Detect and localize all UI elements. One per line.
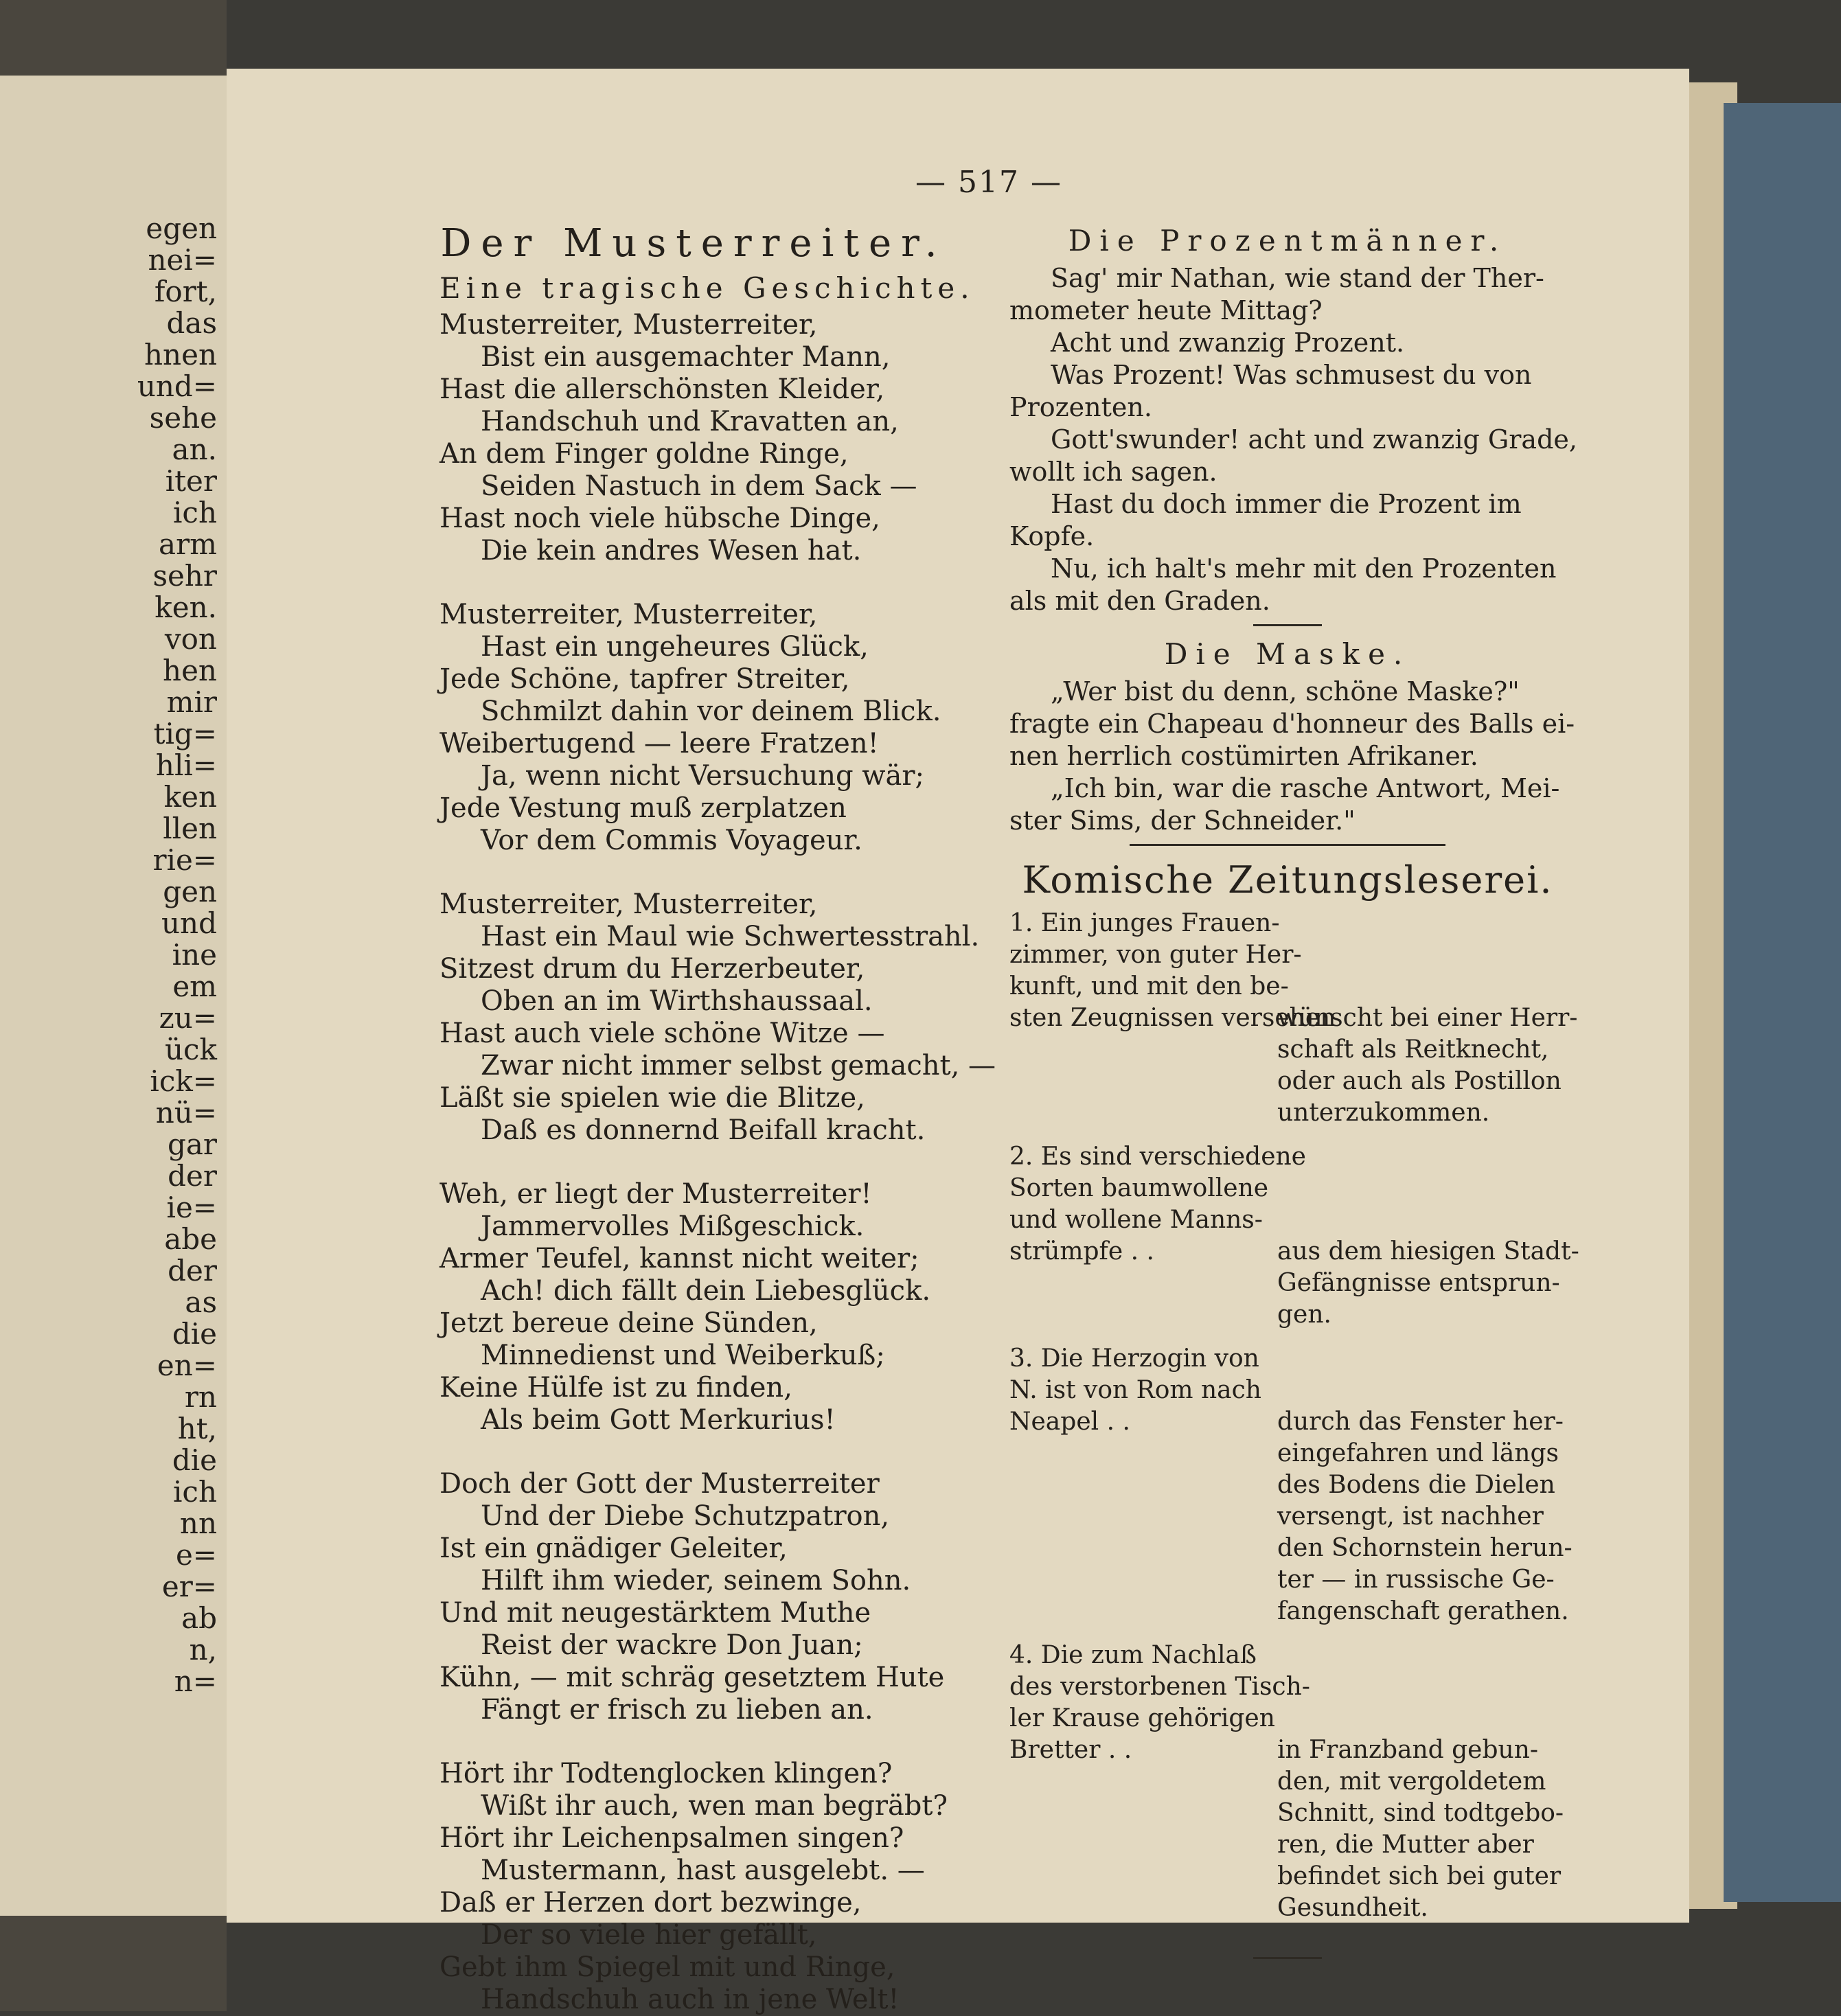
poem-line: Musterreiter, Musterreiter, bbox=[439, 889, 818, 920]
prozent-title: Die Prozentmänner. bbox=[1068, 224, 1507, 257]
zeitung-item-left bbox=[1009, 1640, 1310, 1766]
zeitung-right-line: Gefängnisse entsprun- bbox=[1277, 1269, 1560, 1297]
zeitung-left-line: 3. Die Herzogin von bbox=[1009, 1344, 1259, 1373]
poem-line: Mustermann, hast ausgelebt. — bbox=[481, 1855, 925, 1886]
poem-line: Zwar nicht immer selbst gemacht, — bbox=[481, 1050, 996, 1081]
stanza-gap bbox=[439, 567, 948, 599]
zeitung-item bbox=[1009, 1640, 1566, 1936]
left-page-fragment: die bbox=[172, 1443, 217, 1477]
zeitung-right-line: gen. bbox=[1277, 1301, 1331, 1329]
poem-line: Keine Hülfe ist zu finden, bbox=[439, 1372, 792, 1404]
zeitung-left-line: Neapel . . bbox=[1009, 1408, 1130, 1436]
left-page-fragment: ine bbox=[172, 938, 217, 972]
left-page-fragment: und= bbox=[137, 369, 217, 403]
zeitung-item-left bbox=[1009, 1141, 1306, 1268]
left-page-fragment: ken. bbox=[155, 591, 217, 624]
left-page-fragment: mir bbox=[166, 685, 217, 719]
poem-line: Wißt ihr auch, wen man begräbt? bbox=[481, 1790, 948, 1822]
poem-line: Hilft ihm wieder, seinem Sohn. bbox=[481, 1565, 911, 1596]
left-page-fragment: zu= bbox=[159, 1001, 217, 1035]
stanza-gap bbox=[439, 857, 948, 889]
zeitung-item-right bbox=[1277, 1640, 1573, 1924]
poem-line: Hast ein Maul wie Schwertesstrahl. bbox=[481, 921, 980, 952]
prozent-line: Was Prozent! Was schmusest du von bbox=[1051, 360, 1532, 390]
zeitung-right-line bbox=[1277, 1343, 1573, 1375]
zeitung-left-line: 2. Es sind verschiedene bbox=[1009, 1143, 1306, 1171]
left-page-fragment: sehr bbox=[152, 559, 217, 593]
poem-line: Jede Vestung muß zerplatzen bbox=[439, 792, 847, 824]
zeitung-left-line: 4. Die zum Nachlaß bbox=[1009, 1641, 1257, 1669]
page-number: — 517 — bbox=[915, 165, 1062, 200]
poem-line: Weibertugend — leere Fratzen! bbox=[439, 728, 879, 759]
poem-line: Oben an im Wirthshaussaal. bbox=[481, 985, 873, 1017]
poem-subtitle: Eine tragische Geschichte. bbox=[439, 271, 975, 305]
poem-line: Schmilzt dahin vor deinem Blick. bbox=[481, 696, 941, 727]
poem-line: Kühn, — mit schräg gesetztem Hute bbox=[439, 1662, 945, 1693]
zeitung-item-right bbox=[1277, 1141, 1579, 1331]
left-page-fragment: e= bbox=[175, 1538, 217, 1572]
zeitung-left-line: des verstorbenen Tisch- bbox=[1009, 1673, 1310, 1701]
left-page-fragment: sehe bbox=[149, 401, 217, 435]
left-page-fragment: ht, bbox=[177, 1412, 217, 1445]
left-page-fragment: rn bbox=[184, 1380, 217, 1414]
left-page-fragment: ab bbox=[181, 1601, 217, 1635]
zeitung-item bbox=[1009, 1343, 1573, 1640]
prozent-line: Acht und zwanzig Prozent. bbox=[1051, 328, 1405, 358]
left-page-fragment: egen bbox=[146, 211, 217, 245]
left-page-fragment: und bbox=[161, 906, 217, 940]
prose-column bbox=[1009, 220, 1579, 1966]
left-page-fragment: gen bbox=[163, 875, 217, 908]
left-page-fragment: nn bbox=[179, 1507, 217, 1540]
poem-line: Musterreiter, Musterreiter, bbox=[439, 309, 818, 341]
zeitung-item-left bbox=[1009, 1343, 1298, 1438]
left-page-fragment: ich bbox=[172, 1475, 217, 1509]
poem-line: Und mit neugestärktem Muthe bbox=[439, 1597, 871, 1629]
zeitung-left-line: Bretter . . bbox=[1009, 1736, 1132, 1764]
prozent-line: Prozenten. bbox=[1009, 392, 1152, 422]
left-page-fragment: an. bbox=[172, 433, 217, 466]
left-page-fragment: gar bbox=[167, 1127, 217, 1161]
maske-line: „Wer bist du denn, schöne Maske?" bbox=[1051, 676, 1520, 707]
zeitung-left-line: kunft, und mit den be- bbox=[1009, 972, 1289, 1000]
left-page-fragment: ick= bbox=[150, 1064, 217, 1098]
poem-line: Jetzt bereue deine Sünden, bbox=[439, 1307, 818, 1339]
prozent-line: Gott'swunder! acht und zwanzig Grade, bbox=[1051, 424, 1577, 455]
prozent-line: Kopfe. bbox=[1009, 521, 1095, 551]
poem-line: Ist ein gnädiger Geleiter, bbox=[439, 1533, 788, 1564]
zeitung-right-line bbox=[1277, 939, 1573, 971]
poem-line: An dem Finger goldne Ringe, bbox=[439, 438, 849, 470]
poem-line: Hast noch viele hübsche Dinge, bbox=[439, 503, 880, 534]
zeitung-right-line: durch das Fenster her- bbox=[1277, 1408, 1564, 1436]
stanza-gap bbox=[439, 1436, 948, 1468]
maske-text bbox=[1009, 676, 1575, 837]
poem-line: Läßt sie spielen wie die Blitze, bbox=[439, 1082, 865, 1114]
zeitung-left-line: 1. Ein junges Frauen- bbox=[1009, 909, 1280, 937]
poem-line: Bist ein ausgemachter Mann, bbox=[481, 341, 891, 373]
poem-line: Gebt ihm Spiegel mit und Ringe, bbox=[439, 1951, 895, 1983]
zeitung-title: Komische Zeitungsleserei. bbox=[1022, 858, 1553, 902]
left-page-fragment: ich bbox=[172, 496, 217, 529]
prozent-line: als mit den Graden. bbox=[1009, 586, 1270, 616]
poem-line: Handschuh auch in jene Welt! bbox=[481, 1984, 900, 2015]
zeitung-right-line: fangenschaft gerathen. bbox=[1277, 1597, 1569, 1625]
left-page-fragment: das bbox=[166, 306, 217, 340]
poem-line: Handschuh und Kravatten an, bbox=[481, 406, 899, 437]
zeitung-right-line: oder auch als Postillon bbox=[1277, 1067, 1562, 1095]
poem-line: Reist der wackre Don Juan; bbox=[481, 1629, 863, 1661]
zeitung-right-line: wünscht bei einer Herr- bbox=[1277, 1004, 1578, 1032]
left-page-fragment: en= bbox=[157, 1349, 217, 1382]
zeitung-item bbox=[1009, 908, 1578, 1141]
poem-line: Und der Diebe Schutzpatron, bbox=[481, 1500, 890, 1532]
left-page-fragment: llen bbox=[163, 812, 217, 845]
maske-line: fragte ein Chapeau d'honneur des Balls ei- bbox=[1009, 709, 1575, 739]
left-page-fragment: em bbox=[172, 970, 217, 1003]
zeitung-left-line: zimmer, von guter Her- bbox=[1009, 941, 1302, 969]
poem-column bbox=[439, 220, 996, 2016]
zeitung-right-line bbox=[1277, 1640, 1573, 1671]
zeitung-left-line: N. ist von Rom nach bbox=[1009, 1376, 1261, 1404]
zeitung-right-line: Schnitt, sind todtgebo- bbox=[1277, 1799, 1564, 1827]
zeitung-left-line: ler Krause gehörigen bbox=[1009, 1704, 1275, 1732]
poem-line: Daß es donnernd Beifall kracht. bbox=[481, 1114, 926, 1146]
section-rule bbox=[1130, 844, 1445, 846]
prozent-line: Hast du doch immer die Prozent im bbox=[1051, 489, 1522, 519]
book-cover bbox=[1724, 103, 1841, 1902]
poem-line: Ach! dich fällt dein Liebesglück. bbox=[481, 1275, 931, 1307]
poem-line: Die kein andres Wesen hat. bbox=[481, 535, 862, 566]
poem-line: Fängt er frisch zu lieben an. bbox=[481, 1694, 873, 1726]
maske-line: nen herrlich costümirten Afrikaner. bbox=[1009, 741, 1478, 771]
left-page-fragment: er= bbox=[161, 1570, 217, 1603]
poem-line: Hast auch viele schöne Witze — bbox=[439, 1018, 885, 1049]
left-page-fragment: rie= bbox=[152, 843, 217, 877]
section-rule bbox=[1253, 624, 1322, 626]
left-page-fragment: ück bbox=[164, 1033, 217, 1066]
poem-line: Hast ein ungeheures Glück, bbox=[481, 631, 869, 663]
zeitung-right-line: unterzukommen. bbox=[1277, 1099, 1490, 1127]
poem-line: Hört ihr Leichenpsalmen singen? bbox=[439, 1822, 904, 1854]
left-page-fragment: iter bbox=[165, 464, 217, 498]
poem-line: Sitzest drum du Herzerbeuter, bbox=[439, 953, 865, 985]
zeitung-right-line: aus dem hiesigen Stadt- bbox=[1277, 1237, 1579, 1265]
left-page-fragment: nei= bbox=[148, 243, 217, 277]
poem-line: Armer Teufel, kannst nicht weiter; bbox=[439, 1243, 919, 1274]
poem-line: Jede Schöne, tapfrer Streiter, bbox=[439, 663, 850, 695]
zeitung-right-line: des Bodens die Dielen bbox=[1277, 1471, 1555, 1499]
maske-line: ster Sims, der Schneider." bbox=[1009, 805, 1356, 836]
zeitung-right-line bbox=[1277, 1703, 1573, 1734]
left-page-fragment: der bbox=[168, 1159, 217, 1193]
poem-title: Der Musterreiter. bbox=[440, 221, 947, 266]
zeitung-item-left bbox=[1009, 908, 1336, 1034]
poem-line: Als beim Gott Merkurius! bbox=[481, 1404, 836, 1436]
left-page-fragment: n= bbox=[174, 1664, 217, 1698]
stanza-gap bbox=[439, 1147, 948, 1178]
zeitung-right-line: eingefahren und längs bbox=[1277, 1439, 1559, 1467]
zeitung-right-line bbox=[1277, 971, 1573, 1003]
prozent-line: mometer heute Mittag? bbox=[1009, 295, 1323, 325]
maske-title: Die Maske. bbox=[1164, 637, 1411, 671]
zeitung-right-line: ter — in russische Ge- bbox=[1277, 1566, 1555, 1594]
left-page-fragment: abe bbox=[164, 1222, 217, 1256]
zeitung-left-line: Sorten baumwollene bbox=[1009, 1174, 1269, 1202]
left-page-fragment: arm bbox=[159, 527, 217, 561]
left-page-fragment: von bbox=[164, 622, 217, 656]
zeitung-items bbox=[1009, 908, 1579, 1936]
zeitung-left-line: strümpfe . . bbox=[1009, 1237, 1154, 1265]
zeitung-right-line: in Franzband gebun- bbox=[1277, 1736, 1539, 1764]
zeitung-right-line bbox=[1277, 1141, 1573, 1173]
poem-line: Der so viele hier gefällt, bbox=[481, 1919, 817, 1951]
left-page-fragment: as bbox=[185, 1285, 217, 1319]
left-page bbox=[0, 76, 227, 1916]
zeitung-item-right bbox=[1277, 908, 1578, 1129]
left-page-fragment: n, bbox=[189, 1633, 217, 1666]
left-page-fragment: ie= bbox=[166, 1191, 217, 1224]
poem-line: Jammervolles Mißgeschick. bbox=[481, 1211, 865, 1242]
poem-line: Ja, wenn nicht Versuchung wär; bbox=[481, 760, 924, 792]
left-page-fragment: der bbox=[168, 1254, 217, 1287]
poem-line: Weh, er liegt der Musterreiter! bbox=[439, 1178, 872, 1210]
prozent-line: Nu, ich halt's mehr mit den Prozenten bbox=[1051, 553, 1557, 584]
left-page-fragment: fort, bbox=[154, 275, 217, 308]
stanza-gap bbox=[439, 1726, 948, 1758]
zeitung-item-right bbox=[1277, 1343, 1573, 1627]
zeitung-right-line bbox=[1277, 1173, 1573, 1204]
zeitung-right-line: den Schornstein herun- bbox=[1277, 1534, 1573, 1562]
left-page-fragment: hen bbox=[163, 654, 217, 687]
zeitung-right-line: Gesundheit. bbox=[1277, 1894, 1428, 1922]
prozent-text bbox=[1009, 262, 1577, 617]
zeitung-right-line bbox=[1277, 908, 1573, 939]
zeitung-right-line: befindet sich bei guter bbox=[1277, 1862, 1562, 1890]
poem-line: Daß er Herzen dort bezwinge, bbox=[439, 1887, 862, 1918]
zeitung-left-line: und wollene Manns- bbox=[1009, 1206, 1263, 1234]
zeitung-right-line bbox=[1277, 1204, 1573, 1236]
left-page-fragment: tig= bbox=[153, 717, 217, 751]
left-page-fragment: nü= bbox=[155, 1096, 217, 1130]
left-page-fragment: ken bbox=[163, 780, 217, 814]
left-page-fragment: hli= bbox=[155, 748, 217, 782]
zeitung-item bbox=[1009, 1141, 1579, 1343]
poem-line: Vor dem Commis Voyageur. bbox=[481, 825, 862, 856]
end-rule bbox=[1253, 1957, 1322, 1959]
poem-line: Seiden Nastuch in dem Sack — bbox=[481, 470, 917, 502]
poem-line: Hast die allerschönsten Kleider, bbox=[439, 374, 885, 405]
poem-line: Doch der Gott der Musterreiter bbox=[439, 1468, 880, 1500]
zeitung-left-line: sten Zeugnissen versehen bbox=[1009, 1004, 1336, 1032]
left-page-fragment: die bbox=[172, 1317, 217, 1351]
zeitung-right-line: den, mit vergoldetem bbox=[1277, 1767, 1546, 1796]
left-page-fragment: hnen bbox=[144, 338, 217, 371]
prozent-line: Sag' mir Nathan, wie stand der Ther- bbox=[1051, 263, 1544, 293]
zeitung-right-line: ren, die Mutter aber bbox=[1277, 1831, 1534, 1859]
maske-line: „Ich bin, war die rasche Antwort, Mei- bbox=[1051, 773, 1560, 803]
prozent-line: wollt ich sagen. bbox=[1009, 457, 1217, 487]
zeitung-right-line bbox=[1277, 1375, 1573, 1406]
poem-line: Musterreiter, Musterreiter, bbox=[439, 599, 818, 630]
zeitung-right-line: schaft als Reitknecht, bbox=[1277, 1035, 1549, 1064]
poem-stanzas bbox=[439, 309, 996, 2016]
zeitung-right-line bbox=[1277, 1671, 1573, 1703]
poem-line: Minnedienst und Weiberkuß; bbox=[481, 1340, 885, 1371]
zeitung-right-line: versengt, ist nachher bbox=[1277, 1502, 1544, 1531]
poem-line: Hört ihr Todtenglocken klingen? bbox=[439, 1758, 893, 1789]
